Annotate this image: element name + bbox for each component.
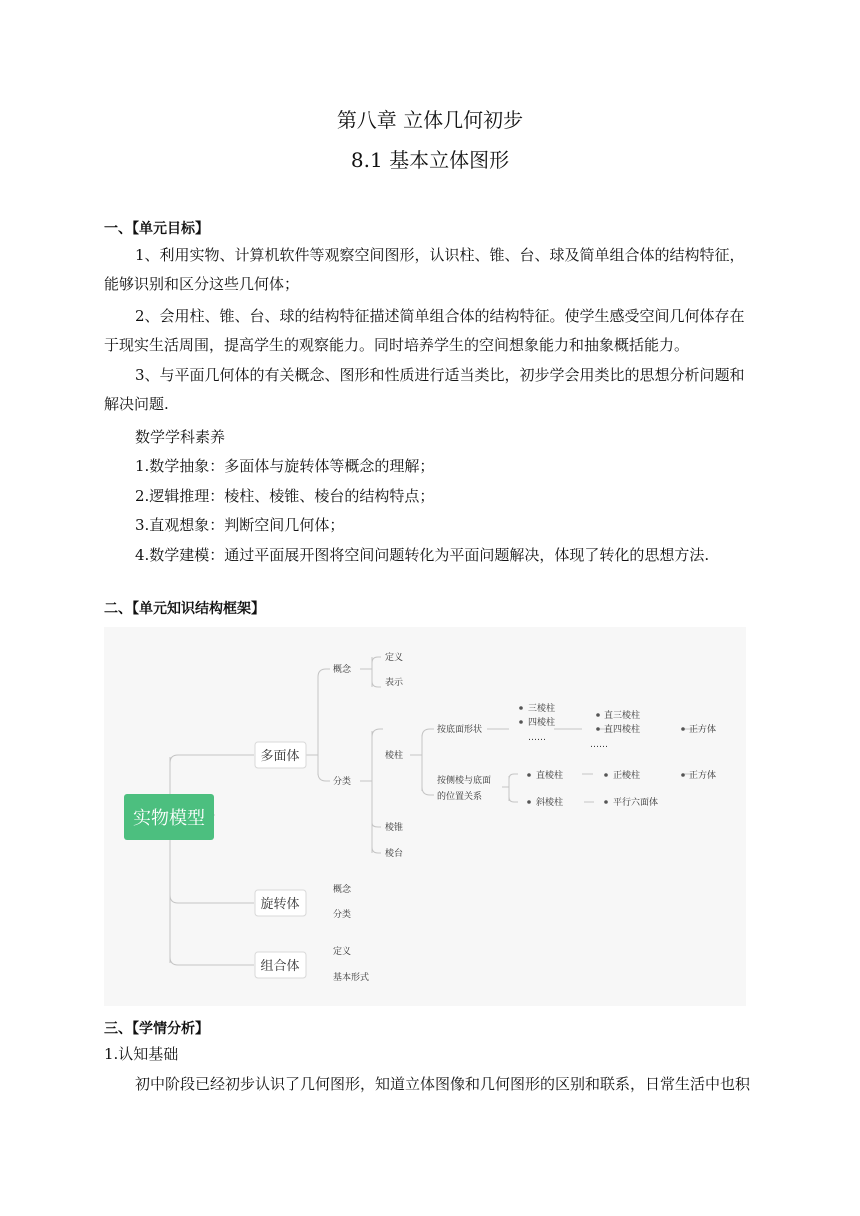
classify-label: 分类: [333, 777, 352, 787]
bullet-right-prism: [527, 773, 531, 777]
literacy-item-1: 1.数学抽象：多面体与旋转体等概念的理解；: [135, 457, 435, 475]
rot-concept-label: 概念: [333, 885, 352, 895]
ellipsis-1: ……: [528, 733, 546, 743]
combination-label: 组合体: [260, 959, 300, 974]
bullet-parallelepiped: [604, 800, 608, 804]
bullet-oblique: [527, 800, 531, 804]
right-quad-label: 直四棱柱: [604, 725, 641, 735]
define-label: 定义: [385, 653, 404, 663]
section2-heading: 二、【单元知识结构框架】: [104, 601, 265, 617]
rot-classify-label: 分类: [333, 910, 352, 920]
by-edge-label-2: 的位置关系: [437, 792, 483, 802]
frustum-label: 棱台: [385, 849, 404, 859]
bullet-quad: [519, 720, 523, 724]
root-label: 实物模型: [133, 808, 205, 829]
comb-define-label: 定义: [333, 947, 352, 957]
literacy-item-4: 4.数学建模：通过平面展开图将空间问题转化为平面问题解决，体现了转化的思想方法.: [135, 546, 710, 564]
cube-label-1: 正方体: [689, 725, 717, 735]
cognitive-basis-title: 1.认知基础: [104, 1045, 179, 1063]
page-title: 第八章 立体几何初步: [336, 108, 524, 132]
objective-3: 3、与平面几何体的有关概念、图形和性质进行适当类比，初步学会用类比的思想分析问题和解决问题.: [104, 366, 745, 413]
section3-heading: 三、【学情分析】: [104, 1021, 209, 1037]
section1-heading: 一、【单元目标】: [104, 221, 209, 237]
concept-label: 概念: [333, 665, 352, 675]
rotation-label: 旋转体: [260, 897, 300, 912]
represent-label: 表示: [385, 678, 404, 688]
right-prism-label: 直棱柱: [536, 771, 564, 781]
literacy-title: 数学学科素养: [135, 428, 226, 446]
bullet-right-quad: [596, 727, 600, 731]
pyramid-label: 棱锥: [385, 823, 404, 833]
comb-form-label: 基本形式: [333, 973, 370, 983]
objective-2: 2、会用柱、锥、台、球的结构特征描述简单组合体的结构特征。使学生感受空间几何体存在于现实生活周围，提高学生的观察能力。同时培养学生的空间想象能力和抽象概括能力。: [104, 307, 745, 354]
right-tri-label: 直三棱柱: [604, 711, 641, 721]
oblique-prism-label: 斜棱柱: [536, 798, 564, 808]
page-subtitle: 8.1 基本立体图形: [350, 148, 510, 172]
quad-prism-label: 四棱柱: [528, 718, 556, 728]
cube-label-2: 正方体: [689, 771, 717, 781]
bullet-tri: [519, 706, 523, 710]
prism-label: 棱柱: [385, 751, 404, 761]
by-edge-label-1: 按侧棱与底面: [437, 776, 492, 786]
tri-prism-label: 三棱柱: [528, 704, 556, 714]
bullet-cube-2: [681, 773, 685, 777]
bullet-regular-prism: [604, 773, 608, 777]
literacy-item-3: 3.直观想象：判断空间几何体；: [135, 516, 345, 534]
parallelepiped-label: 平行六面体: [613, 798, 659, 808]
polyhedron-label: 多面体: [260, 749, 300, 764]
bullet-right-tri: [596, 713, 600, 717]
objective-1: 1、利用实物、计算机软件等观察空间图形，认识柱、锥、台、球及简单组合体的结构特征，能够识别和区分这些几何体；: [104, 246, 745, 293]
cognitive-basis-text: 初中阶段已经初步认识了几何图形，知道立体图像和几何图形的区别和联系，日常生活中也积: [135, 1075, 751, 1093]
ellipsis-2: ……: [590, 740, 608, 750]
bullet-cube-1: [681, 727, 685, 731]
regular-prism-label: 正棱柱: [613, 771, 641, 781]
by-base-label: 按底面形状: [437, 725, 483, 735]
mind-map: [104, 627, 746, 1006]
literacy-item-2: 2.逻辑推理：棱柱、棱锥、棱台的结构特点；: [135, 487, 435, 505]
